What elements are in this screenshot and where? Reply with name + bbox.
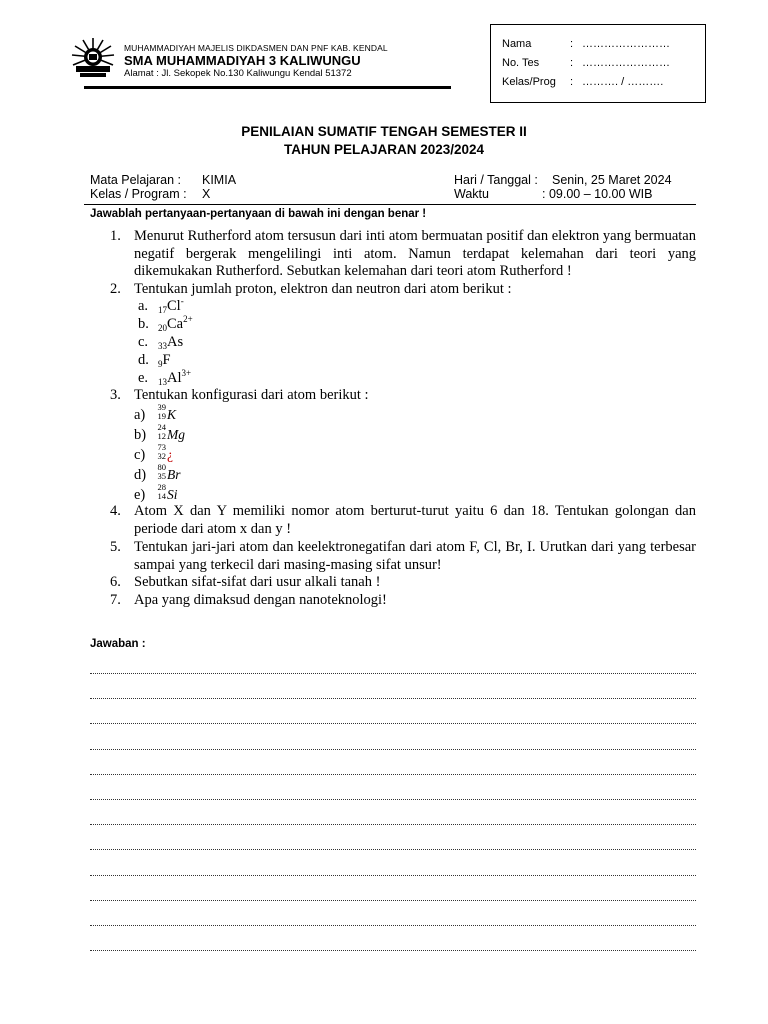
exam-title: PENILAIAN SUMATIF TENGAH SEMESTER II bbox=[241, 124, 527, 139]
item-letter: b. bbox=[138, 316, 149, 332]
atomic-number: 12 bbox=[157, 431, 166, 441]
answer-line[interactable] bbox=[90, 799, 696, 800]
answer-line[interactable] bbox=[90, 875, 696, 876]
question-1-text: Menurut Rutherford atom tersusun dari inti atom bermuatan positif dan elektron yang bermuatan negatif bergerak mengelilingi inti atom. Namun terdapat kelemahan dari teori yang dikemukakan Rutherford. Sebutkan kelemahan dari teori atom Rutherford ! bbox=[134, 228, 696, 279]
subject-value: KIMIA bbox=[202, 173, 237, 187]
mass-number: 73 bbox=[157, 442, 166, 452]
element-symbol: Al bbox=[167, 370, 182, 386]
element-symbol: K bbox=[167, 407, 177, 422]
answer-line[interactable] bbox=[90, 950, 696, 951]
answer-line[interactable] bbox=[90, 673, 696, 674]
answer-line[interactable] bbox=[90, 849, 696, 850]
header-rule bbox=[84, 86, 451, 89]
question-number: 7. bbox=[110, 592, 121, 608]
id-value-field[interactable]: …………………… bbox=[582, 57, 670, 69]
question-3-text: Tentukan konfigurasi dari atom berikut : bbox=[134, 387, 369, 403]
element-symbol: Cl bbox=[167, 298, 181, 314]
question-2-text: Tentukan jumlah proton, elektron dan neutron dari atom berikut : bbox=[134, 281, 512, 297]
answer-line[interactable] bbox=[90, 774, 696, 775]
id-label: Kelas/Prog bbox=[502, 76, 556, 88]
id-label: No. Tes bbox=[502, 57, 540, 69]
id-sep: : bbox=[570, 38, 574, 50]
time-label: Waktu bbox=[454, 187, 489, 201]
item-letter: e. bbox=[138, 370, 149, 386]
ion-charge: - bbox=[180, 296, 184, 306]
answer-line[interactable] bbox=[90, 824, 696, 825]
time-value: : 09.00 – 10.00 WIB bbox=[542, 187, 653, 201]
id-value-field[interactable]: ………. / ………. bbox=[582, 76, 664, 88]
exam-year: TAHUN PELAJARAN 2023/2024 bbox=[283, 142, 485, 157]
id-label: Nama bbox=[502, 38, 532, 50]
muhammadiyah-sun-logo-icon bbox=[70, 35, 116, 79]
question-number: 6. bbox=[110, 574, 121, 590]
item-letter: a) bbox=[134, 407, 146, 423]
element-symbol: F bbox=[162, 352, 171, 368]
atomic-number: 20 bbox=[158, 323, 167, 333]
question-4-text: Atom X dan Y memiliki nomor atom berturut-turut yaitu 6 dan 18. Tentukan golongan dan periode dari atom x dan y ! bbox=[134, 503, 696, 537]
instruction: Jawablah pertanyaan-pertanyaan di bawah ini dengan benar ! bbox=[90, 208, 427, 220]
answer-line[interactable] bbox=[90, 900, 696, 901]
question-5-text: Tentukan jari-jari atom dan keelektronegatifan dari atom F, Cl, Br, I. Urutkan dari yang terbesar sampai yang terkecil dari masing-masing sifat unsur! bbox=[134, 539, 696, 573]
mass-number: 28 bbox=[157, 482, 166, 492]
answer-line[interactable] bbox=[90, 723, 696, 724]
item-letter: d) bbox=[134, 467, 147, 483]
item-letter: b) bbox=[134, 427, 147, 443]
school-address: Alamat : Jl. Sekopek No.130 Kaliwungu Kendal 51372 bbox=[124, 68, 352, 79]
element-symbol: Si bbox=[167, 487, 178, 502]
item-letter: a. bbox=[138, 298, 149, 314]
class-label: Kelas / Program : bbox=[90, 187, 187, 201]
answer-line[interactable] bbox=[90, 698, 696, 699]
question-number: 5. bbox=[110, 539, 121, 555]
atomic-number: 19 bbox=[157, 411, 166, 421]
school-name: SMA MUHAMMADIYAH 3 KALIWUNGU bbox=[124, 53, 361, 68]
element-symbol: Mg bbox=[167, 427, 185, 442]
mass-number: 80 bbox=[157, 462, 166, 472]
atomic-number: 13 bbox=[158, 377, 167, 387]
atomic-number: 14 bbox=[157, 491, 166, 501]
answer-line[interactable] bbox=[90, 749, 696, 750]
atomic-number: 17 bbox=[158, 305, 167, 315]
class-value: X bbox=[202, 187, 211, 201]
day-label: Hari / Tanggal : bbox=[454, 173, 538, 187]
student-id-box bbox=[490, 24, 706, 103]
answer-label: Jawaban : bbox=[90, 638, 146, 650]
element-symbol-error: ¿ bbox=[167, 447, 173, 462]
info-rule bbox=[84, 204, 696, 205]
ion-charge: 3+ bbox=[181, 368, 192, 378]
org-name: MUHAMMADIYAH MAJELIS DIKDASMEN DAN PNF KAB. KENDAL bbox=[124, 43, 388, 53]
question-6-text: Sebutkan sifat-sifat dari usur alkali tanah ! bbox=[134, 574, 381, 590]
question-number: 4. bbox=[110, 503, 121, 519]
item-letter: d. bbox=[138, 352, 149, 368]
id-value-field[interactable]: …………………… bbox=[582, 38, 670, 50]
item-letter: c) bbox=[134, 447, 146, 463]
question-number: 1. bbox=[110, 228, 121, 244]
item-letter: c. bbox=[138, 334, 149, 350]
item-letter: e) bbox=[134, 487, 146, 503]
question-7-text: Apa yang dimaksud dengan nanoteknologi! bbox=[134, 592, 387, 608]
mass-number: 39 bbox=[157, 402, 166, 412]
atomic-number: 35 bbox=[157, 471, 166, 481]
question-number: 2. bbox=[110, 281, 121, 297]
atomic-number: 33 bbox=[158, 341, 167, 351]
atomic-number: 32 bbox=[157, 451, 166, 461]
subject-label: Mata Pelajaran : bbox=[90, 173, 182, 187]
element-symbol: Br bbox=[167, 467, 181, 482]
question-number: 3. bbox=[110, 387, 121, 403]
mass-number: 24 bbox=[157, 422, 166, 432]
element-symbol: As bbox=[167, 334, 184, 350]
element-symbol: Ca bbox=[167, 316, 184, 332]
id-sep: : bbox=[570, 76, 574, 88]
day-value: Senin, 25 Maret 2024 bbox=[552, 173, 672, 187]
id-sep: : bbox=[570, 57, 574, 69]
atomic-number: 9 bbox=[158, 359, 163, 369]
ion-charge: 2+ bbox=[183, 314, 193, 324]
answer-line[interactable] bbox=[90, 925, 696, 926]
